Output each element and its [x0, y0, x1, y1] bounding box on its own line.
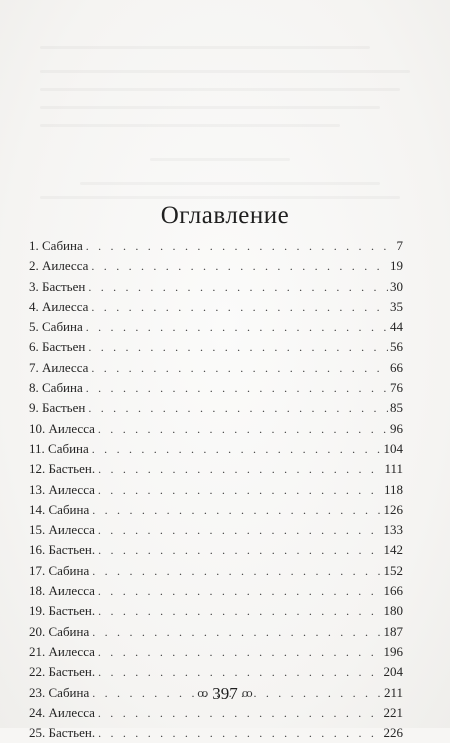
chapter-title: 3. Бастьен — [29, 278, 86, 294]
toc-entry — [29, 561, 403, 581]
dot-leader — [91, 256, 388, 276]
chapter-page-number: 180 — [383, 603, 403, 619]
dot-leader — [88, 277, 388, 297]
chapter-page-number: 30 — [390, 278, 403, 294]
dot-leader — [98, 581, 382, 601]
chapter-title: 10. Аилесса — [29, 420, 95, 436]
toc-entry — [29, 317, 403, 337]
toc-entry — [29, 337, 403, 357]
toc-entry — [29, 540, 403, 560]
chapter-page-number: 211 — [383, 684, 403, 700]
dot-leader — [98, 459, 382, 479]
dot-leader — [86, 236, 395, 256]
chapter-page-number: 142 — [383, 542, 403, 558]
chapter-page-number: 118 — [383, 481, 403, 497]
toc-entry — [29, 439, 403, 459]
chapter-title: 14. Сабина — [29, 501, 90, 517]
chapter-title: 24. Аилесса — [29, 704, 95, 720]
chapter-page-number: 76 — [390, 380, 403, 396]
chapter-title: 19. Бастьен. — [29, 603, 96, 619]
dot-leader — [98, 540, 381, 560]
dot-leader — [92, 439, 382, 459]
chapter-title: 18. Аилесса — [29, 583, 95, 599]
dot-leader — [86, 317, 388, 337]
dot-leader — [98, 642, 382, 662]
chapter-page-number: 187 — [383, 623, 403, 639]
chapter-title: 13. Аилесса — [29, 481, 95, 497]
chapter-page-number: 19 — [390, 258, 403, 274]
dot-leader — [86, 378, 388, 398]
dot-leader — [92, 622, 381, 642]
toc-entry — [29, 662, 403, 682]
chapter-page-number: 196 — [383, 643, 403, 659]
toc-entry — [29, 581, 403, 601]
ornament-left-icon: ꝏ — [197, 688, 209, 700]
dot-leader — [92, 500, 381, 520]
dot-leader — [91, 297, 388, 317]
toc-entry — [29, 480, 403, 500]
toc-entry — [29, 703, 403, 723]
chapter-title: 12. Бастьен. — [29, 461, 96, 477]
chapter-page-number: 44 — [390, 319, 403, 335]
table-of-contents — [29, 236, 403, 743]
chapter-title: 17. Сабина — [29, 562, 90, 578]
chapter-title: 5. Сабина — [29, 319, 83, 335]
dot-leader — [98, 662, 381, 682]
chapter-page-number: 221 — [383, 704, 403, 720]
chapter-title: 4. Аилесса — [29, 298, 89, 314]
dot-leader — [91, 358, 388, 378]
chapter-page-number: 85 — [390, 400, 403, 416]
dot-leader — [98, 520, 382, 540]
toc-entry — [29, 601, 403, 621]
toc-entry — [29, 236, 403, 256]
page-title: Оглавление — [160, 202, 290, 229]
toc-entry — [29, 378, 403, 398]
dot-leader — [88, 337, 388, 357]
toc-entry — [29, 642, 403, 662]
chapter-title: 21. Аилесса — [29, 643, 95, 659]
chapter-title: 6. Бастьен — [29, 339, 86, 355]
chapter-page-number: 111 — [384, 461, 403, 477]
page-footer — [0, 684, 450, 704]
chapter-page-number: 96 — [390, 420, 403, 436]
chapter-title: 8. Сабина — [29, 380, 83, 396]
chapter-title: 15. Аилесса — [29, 522, 95, 538]
toc-entry — [29, 256, 403, 276]
chapter-page-number: 7 — [396, 238, 403, 253]
chapter-page-number: 126 — [383, 501, 403, 517]
toc-entry — [29, 723, 403, 743]
dot-leader — [88, 398, 388, 418]
dot-leader — [98, 703, 382, 723]
toc-entry — [29, 398, 403, 418]
chapter-page-number: 204 — [383, 664, 403, 680]
chapter-title: 25. Бастьен. — [29, 725, 96, 741]
chapter-title: 2. Аилесса — [29, 258, 89, 274]
chapter-page-number: 226 — [383, 725, 403, 741]
toc-entry — [29, 459, 403, 479]
dot-leader — [98, 723, 381, 743]
dot-leader — [98, 601, 381, 621]
ornament-right-icon: ꝏ — [241, 688, 253, 700]
chapter-page-number: 56 — [390, 339, 403, 355]
dot-leader — [98, 419, 388, 439]
chapter-page-number: 35 — [390, 298, 403, 314]
chapter-title: 20. Сабина — [29, 623, 90, 639]
toc-entry — [29, 520, 403, 540]
toc-entry — [29, 297, 403, 317]
chapter-title: 16. Бастьен. — [29, 542, 96, 558]
dot-leader — [92, 561, 381, 581]
chapter-page-number: 152 — [383, 562, 403, 578]
chapter-page-number: 66 — [390, 359, 403, 375]
chapter-page-number: 133 — [383, 522, 403, 538]
chapter-title: 11. Сабина — [29, 440, 89, 456]
chapter-title: 7. Аилесса — [29, 359, 89, 375]
toc-entry — [29, 500, 403, 520]
chapter-page-number: 166 — [383, 583, 403, 599]
toc-entry — [29, 358, 403, 378]
page-number: 397 — [212, 684, 238, 703]
toc-entry — [29, 622, 403, 642]
chapter-title: 22. Бастьен. — [29, 664, 96, 680]
toc-entry — [29, 277, 403, 297]
chapter-page-number: 104 — [383, 440, 403, 456]
chapter-title: 23. Сабина — [29, 684, 90, 700]
chapter-title: 1. Сабина — [29, 238, 83, 253]
dot-leader — [98, 480, 382, 500]
toc-entry — [29, 419, 403, 439]
chapter-title: 9. Бастьен — [29, 400, 86, 416]
